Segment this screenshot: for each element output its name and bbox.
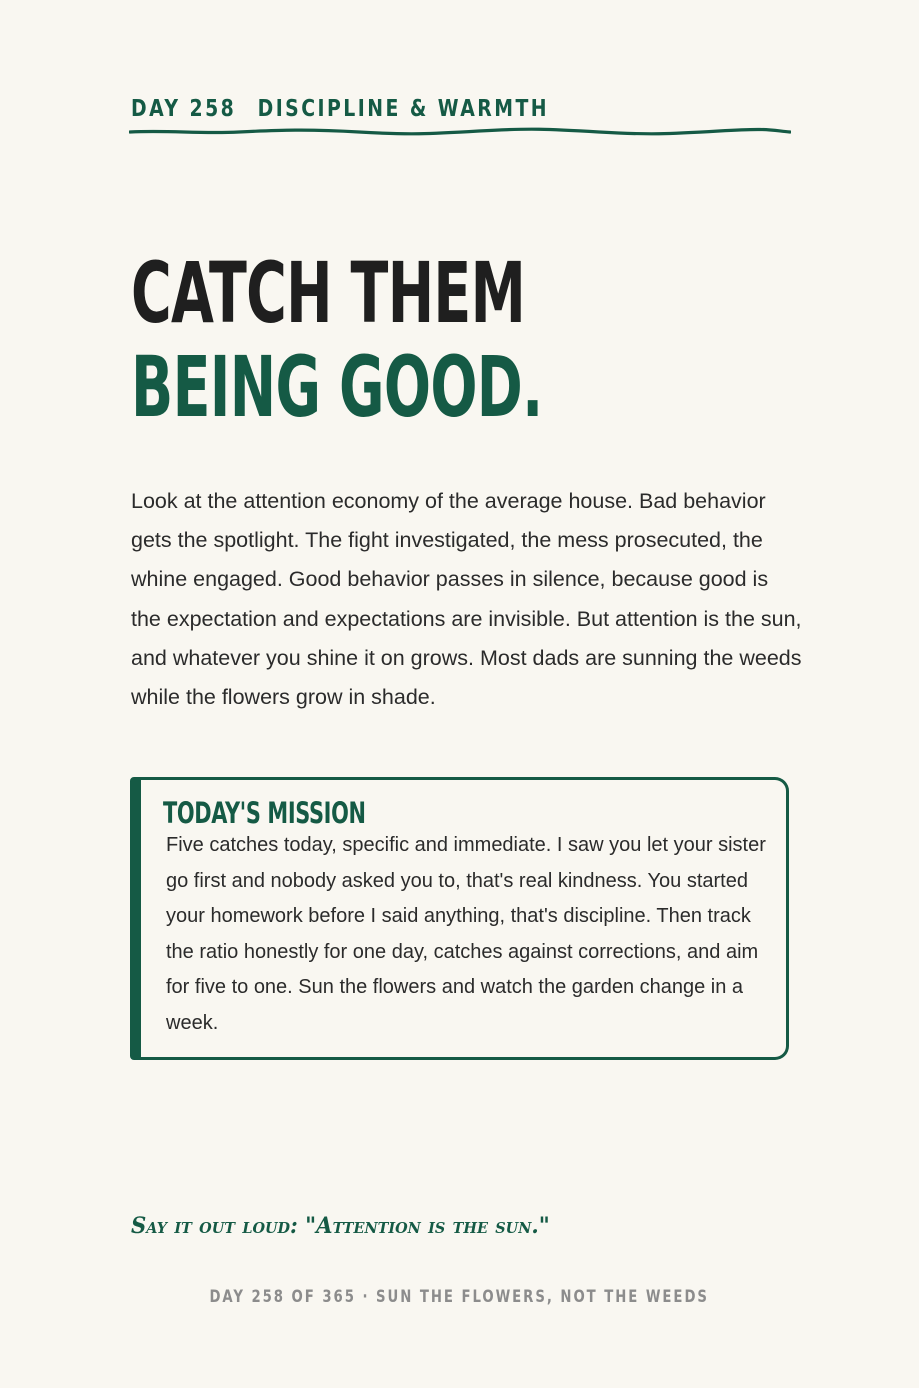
theme-label: DISCIPLINE & WARMTH [257,96,550,122]
say-it-loud: Say it out loud: "Attention is the sun." [131,1213,550,1239]
header-rule [129,126,791,138]
header-label [131,96,549,122]
page-footer [0,1287,919,1307]
headline-line-2: BEING GOOD. [131,338,543,436]
mission-box [130,777,789,1060]
headline-line-1: CATCH THEM [131,244,526,342]
page-header [131,96,791,140]
footer-text: DAY 258 OF 365 · SUN THE FLOWERS, NOT THE WEEDS [209,1287,710,1307]
mission-text: Five catches today, specific and immediate. I saw you let your sister go first and nobody asked you to, that's real kindness. You started your homework before I said anything, that's discipline. Then track the ratio honestly for one day, catches against corrections, and aim for five to one. Sun the flowers and watch the garden change in a week. [166,834,766,1034]
mission-title: TODAY'S MISSION [163,796,366,830]
headline [131,246,755,434]
body-paragraph: Look at the attention economy of the average house. Bad behavior gets the spotlight. The fight investigated, the mess prosecuted, the whine engaged. Good behavior passes in silence, because good is the expectation and expectations are invisible. But attention is the sun, and whatever you shine it on grows. Most dads are sunning the weeds while the flowers grow in shade. [131,489,802,710]
day-label: DAY 258 [131,96,237,122]
